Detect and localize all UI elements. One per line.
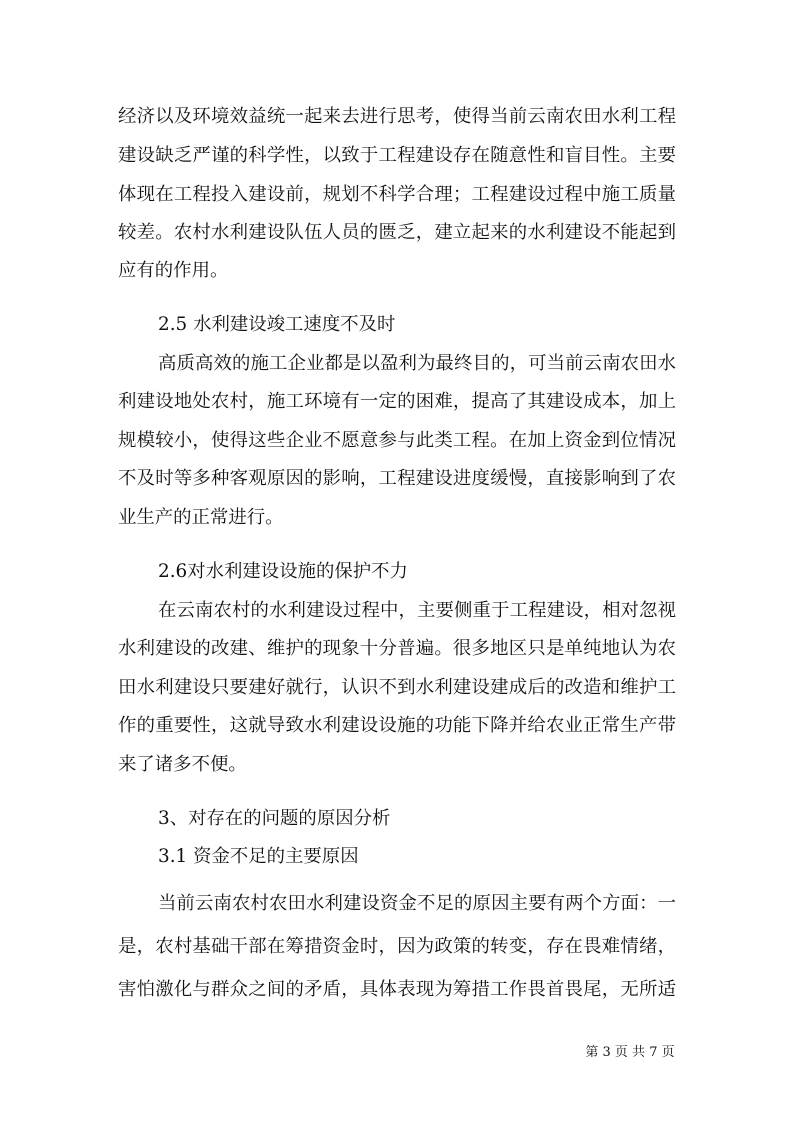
text-line: 害怕激化与群众之间的矛盾，具体表现为筹措工作畏首畏尾，无所适	[118, 979, 676, 1000]
text-line: 业生产的正常进行。	[118, 507, 284, 528]
text-line: 建设缺乏严谨的科学性，以致于工程建设存在随意性和盲目性。主要	[118, 145, 676, 166]
text-line: 应有的作用。	[118, 260, 229, 281]
text-line: 不及时等多种客观原因的影响，工程建设进度缓慢，直接影响到了农	[118, 468, 676, 489]
text-line: 来了诸多不便。	[118, 754, 247, 775]
page-number-footer: 第 3 页 共 7 页	[585, 1045, 675, 1060]
section-heading: 2.5 水利建设竣工速度不及时	[158, 314, 396, 335]
text-line: 经济以及环境效益统一起来去进行思考，使得当前云南农田水利工程	[118, 106, 676, 127]
text-line: 作的重要性，这就导致水利建设设施的功能下降并给农业正常生产带	[118, 715, 676, 736]
text-line: 体现在工程投入建设前，规划不科学合理；工程建设过程中施工质量	[118, 184, 676, 205]
text-line: 高质高效的施工企业都是以盈利为最终目的，可当前云南农田水	[158, 353, 676, 374]
text-line: 较差。农村水利建设队伍人员的匮乏，建立起来的水利建设不能起到	[118, 222, 676, 243]
text-line: 在云南农村的水利建设过程中，主要侧重于工程建设，相对忽视	[158, 600, 676, 621]
text-line: 规模较小，使得这些企业不愿意参与此类工程。在加上资金到位情况	[118, 430, 676, 451]
subsection-heading: 3.1 资金不足的主要原因	[158, 846, 359, 867]
text-line: 利建设地处农村，施工环境有一定的困难，提高了其建设成本，加上	[118, 391, 676, 412]
section-heading: 2.6对水利建设设施的保护不力	[158, 561, 408, 582]
text-line: 水利建设的改建、维护的现象十分普遍。很多地区只是单纯地认为农	[118, 638, 676, 659]
text-line: 田水利建设只要建好就行，认识不到水利建设建成后的改造和维护工	[118, 677, 676, 698]
text-line: 是，农村基础干部在筹措资金时，因为政策的转变，存在畏难情绪，	[118, 936, 676, 957]
text-line: 当前云南农村农田水利建设资金不足的原因主要有两个方面：一	[158, 893, 676, 914]
section-heading: 3、对存在的问题的原因分析	[158, 808, 391, 829]
